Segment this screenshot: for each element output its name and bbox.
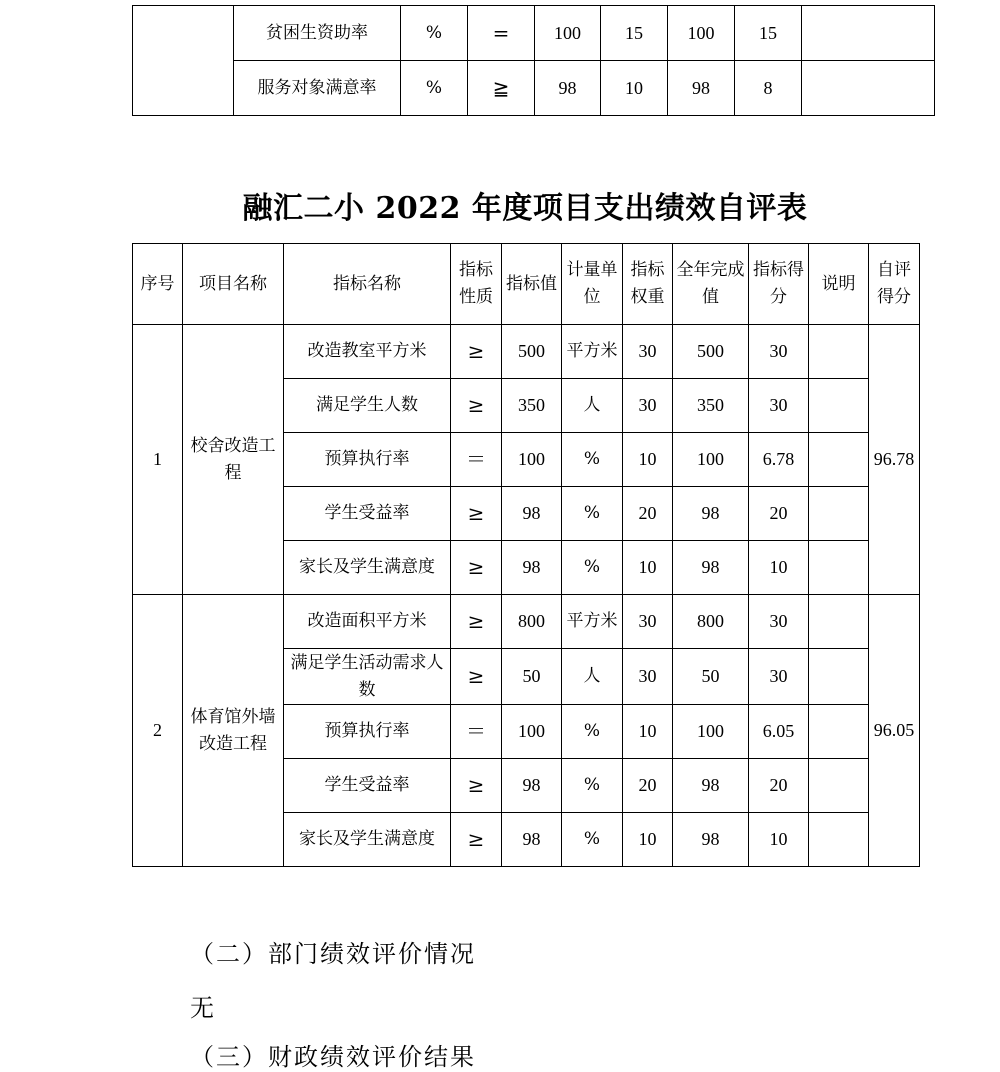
indicator-name: 服务对象满意率 (234, 61, 401, 116)
actual-value: 100 (673, 705, 749, 759)
score: 10 (749, 541, 809, 595)
target-value: 98 (502, 541, 562, 595)
weight: 10 (623, 541, 673, 595)
target-value: 800 (502, 595, 562, 649)
weight: 10 (623, 433, 673, 487)
header-actual: 全年完成值 (673, 244, 749, 325)
target-value: 500 (502, 325, 562, 379)
indicator-name: 改造教室平方米 (284, 325, 451, 379)
seq-cell: 1 (133, 325, 183, 595)
indicator-name: 预算执行率 (284, 705, 451, 759)
target-value: 350 (502, 379, 562, 433)
note-cell (809, 541, 869, 595)
weight: 30 (623, 325, 673, 379)
self-score-cell: 96.78 (869, 325, 920, 595)
section3-heading: （三）财政绩效评价结果 (190, 1043, 476, 1071)
indicator-name: 学生受益率 (284, 487, 451, 541)
table-row (133, 595, 920, 649)
unit: % (562, 541, 623, 595)
operator: ≥ (451, 379, 502, 433)
target-value: 100 (502, 433, 562, 487)
score: 6.05 (749, 705, 809, 759)
indicator-name: 满足学生活动需求人数 (284, 649, 451, 705)
header-unit: 计量单位 (562, 244, 623, 325)
note-cell (809, 325, 869, 379)
header-weight: 指标权重 (623, 244, 673, 325)
score: 30 (749, 379, 809, 433)
unit: 人 (562, 379, 623, 433)
header-row (133, 244, 920, 325)
score: 8 (735, 61, 802, 116)
actual-value: 800 (673, 595, 749, 649)
note-cell (809, 487, 869, 541)
header-seq: 序号 (133, 244, 183, 325)
score: 20 (749, 759, 809, 813)
actual-value: 100 (668, 6, 735, 61)
unit: 人 (562, 649, 623, 705)
seq-cell: 2 (133, 595, 183, 867)
score: 10 (749, 813, 809, 867)
unit: % (562, 433, 623, 487)
unit: % (401, 61, 468, 116)
indicator-name: 贫困生资助率 (234, 6, 401, 61)
unit: % (562, 813, 623, 867)
weight: 30 (623, 595, 673, 649)
unit: 平方米 (562, 595, 623, 649)
header-project: 项目名称 (183, 244, 284, 325)
operator: ＝ (451, 433, 502, 487)
actual-value: 98 (673, 813, 749, 867)
note-cell (809, 759, 869, 813)
operator: ≧ (468, 61, 535, 116)
note-cell (809, 595, 869, 649)
weight: 10 (623, 705, 673, 759)
project-name-cell: 体育馆外墙改造工程 (183, 595, 284, 867)
note-cell (809, 379, 869, 433)
header-target: 指标值 (502, 244, 562, 325)
unit: % (401, 6, 468, 61)
actual-value: 100 (673, 433, 749, 487)
indicator-name: 家长及学生满意度 (284, 541, 451, 595)
note-cell (809, 705, 869, 759)
actual-value: 500 (673, 325, 749, 379)
table-row (133, 6, 935, 61)
operator: ≥ (451, 541, 502, 595)
table-row (133, 325, 920, 379)
empty-cell (133, 6, 234, 116)
header-score: 指标得分 (749, 244, 809, 325)
operator: ≥ (451, 649, 502, 705)
indicator-name: 学生受益率 (284, 759, 451, 813)
score: 15 (735, 6, 802, 61)
target-value: 50 (502, 649, 562, 705)
actual-value: 98 (673, 759, 749, 813)
operator: ＝ (451, 705, 502, 759)
indicator-name: 满足学生人数 (284, 379, 451, 433)
empty-cell (802, 6, 935, 61)
target-value: 100 (535, 6, 601, 61)
unit: % (562, 759, 623, 813)
weight: 10 (601, 61, 668, 116)
note-cell (809, 433, 869, 487)
weight: 30 (623, 649, 673, 705)
operator: ≥ (451, 759, 502, 813)
actual-value: 350 (673, 379, 749, 433)
indicator-name: 预算执行率 (284, 433, 451, 487)
score: 30 (749, 595, 809, 649)
score: 6.78 (749, 433, 809, 487)
weight: 15 (601, 6, 668, 61)
target-value: 98 (502, 813, 562, 867)
section2-body: 无 (190, 994, 214, 1022)
actual-value: 98 (673, 487, 749, 541)
unit: 平方米 (562, 325, 623, 379)
score: 30 (749, 325, 809, 379)
note-cell (809, 649, 869, 705)
actual-value: 98 (673, 541, 749, 595)
self-score-cell: 96.05 (869, 595, 920, 867)
project-name-cell: 校舍改造工程 (183, 325, 284, 595)
empty-cell (802, 61, 935, 116)
score: 20 (749, 487, 809, 541)
unit: % (562, 487, 623, 541)
table-row (133, 61, 935, 116)
indicator-name: 家长及学生满意度 (284, 813, 451, 867)
target-value: 98 (535, 61, 601, 116)
page-title: 融汇二小 2022 年度项目支出绩效自评表 (242, 191, 808, 226)
target-value: 98 (502, 759, 562, 813)
weight: 20 (623, 759, 673, 813)
note-cell (809, 813, 869, 867)
operator: ≥ (451, 487, 502, 541)
self-evaluation-table (132, 243, 920, 867)
header-self-score: 自评得分 (869, 244, 920, 325)
operator: ≥ (451, 325, 502, 379)
weight: 30 (623, 379, 673, 433)
indicator-name: 改造面积平方米 (284, 595, 451, 649)
actual-value: 50 (673, 649, 749, 705)
score: 30 (749, 649, 809, 705)
header-note: 说明 (809, 244, 869, 325)
operator: ≥ (451, 595, 502, 649)
target-value: 100 (502, 705, 562, 759)
unit: % (562, 705, 623, 759)
header-indicator: 指标名称 (284, 244, 451, 325)
operator: = (468, 6, 535, 61)
weight: 20 (623, 487, 673, 541)
weight: 10 (623, 813, 673, 867)
actual-value: 98 (668, 61, 735, 116)
header-nature: 指标性质 (451, 244, 502, 325)
top-table (132, 5, 935, 116)
section2-heading: （二）部门绩效评价情况 (190, 940, 476, 968)
target-value: 98 (502, 487, 562, 541)
operator: ≥ (451, 813, 502, 867)
